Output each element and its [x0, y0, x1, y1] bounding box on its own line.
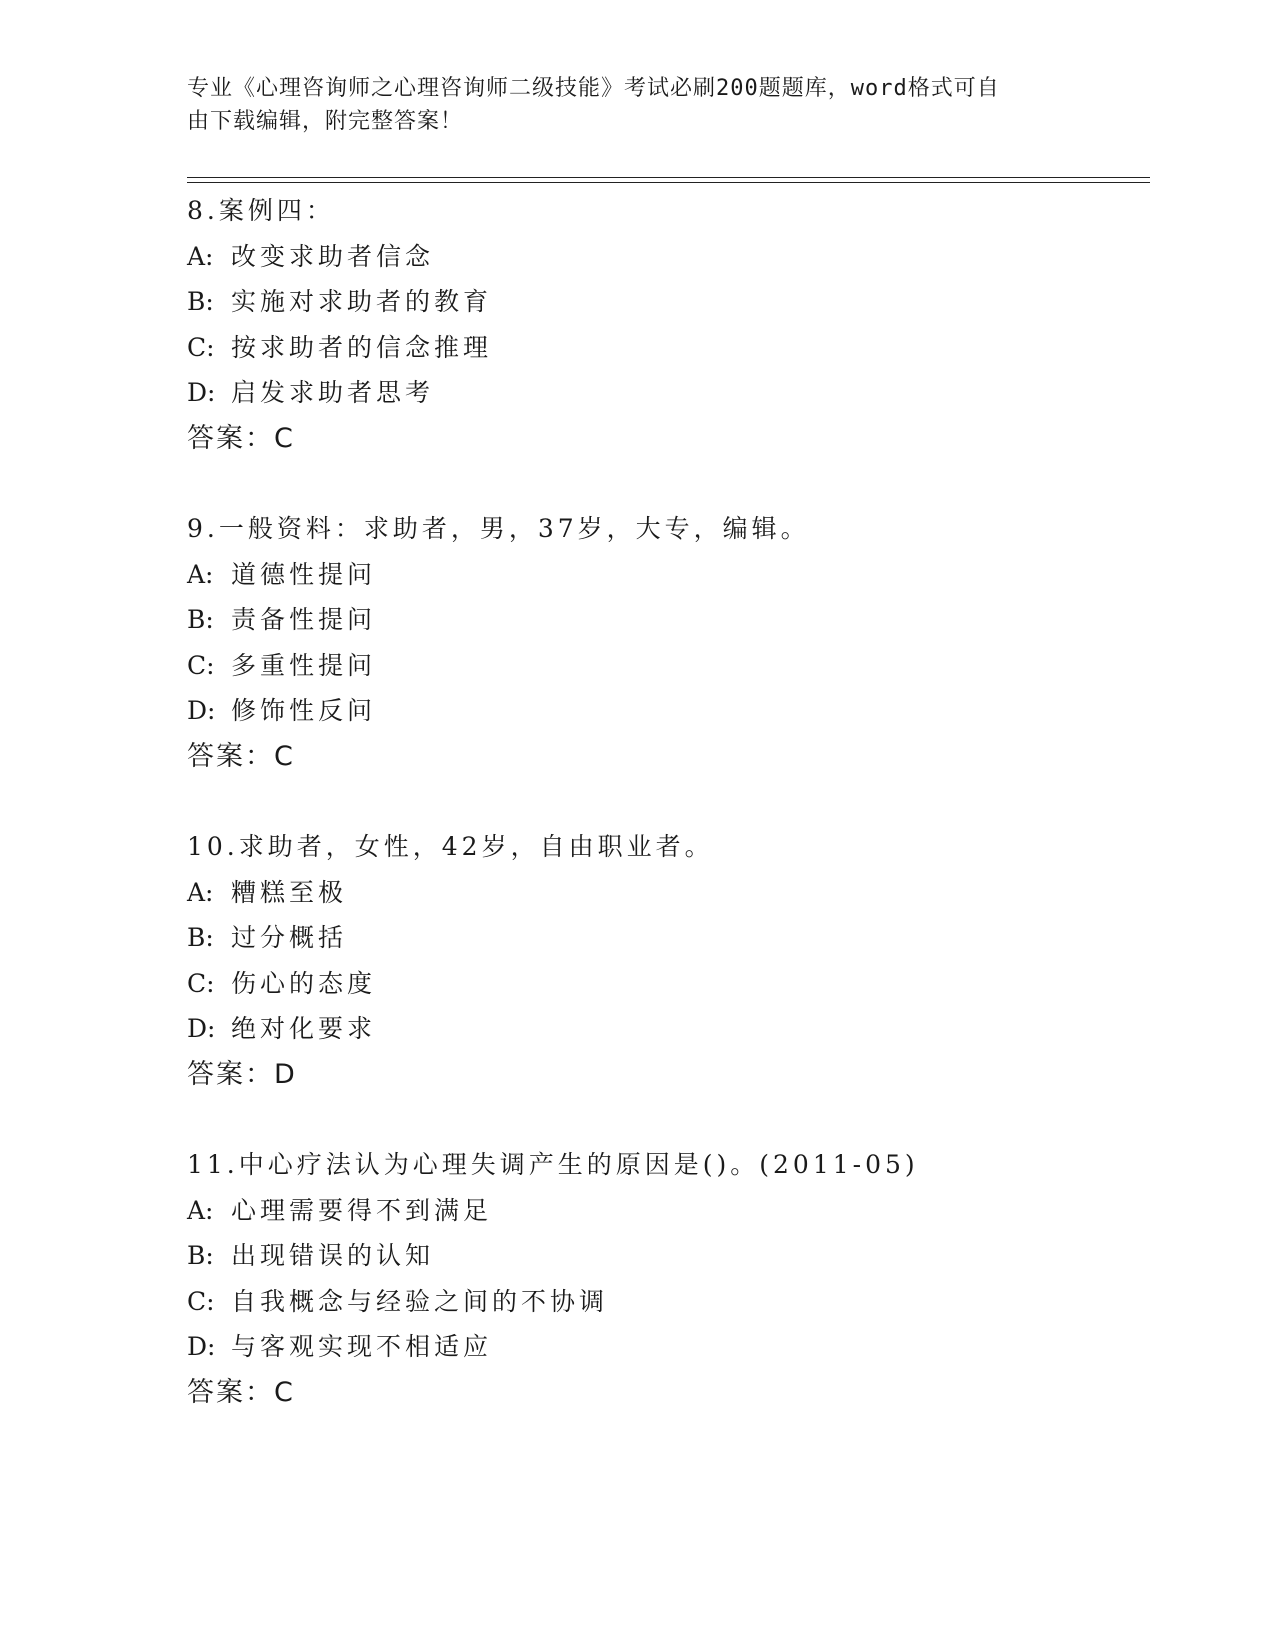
- header-line-2: 由下载编辑，附完整答案！: [187, 109, 464, 134]
- question-title: 8.案例四：: [187, 196, 335, 225]
- question-title: 11.中心疗法认为心理失调产生的原因是()。(2011-05): [187, 1150, 919, 1179]
- option-letter: B:: [187, 923, 214, 952]
- option-a: [187, 1188, 1147, 1234]
- answer-line: 答案：D: [187, 1058, 297, 1090]
- question-block: [187, 1142, 1147, 1415]
- option-b: [187, 915, 1147, 961]
- option-letter: A:: [187, 241, 214, 271]
- option-letter: A:: [187, 877, 214, 907]
- option-b: [187, 1233, 1147, 1279]
- option-letter: D:: [187, 1332, 216, 1361]
- option-c: [187, 961, 1147, 1007]
- question-block: [187, 506, 1147, 779]
- header-line-1: 专业《心理咨询师之心理咨询师二级技能》考试必刷200题题库，word格式可自: [187, 76, 1000, 101]
- option-c: [187, 325, 1147, 371]
- option-b: [187, 279, 1147, 325]
- option-text: 修饰性反问: [231, 696, 377, 725]
- option-text: 按求助者的信念推理: [231, 332, 493, 362]
- option-letter: A:: [187, 1195, 214, 1225]
- question-title: 10.求助者，女性，42岁，自由职业者。: [187, 832, 714, 861]
- option-d: [187, 370, 1147, 416]
- option-c: [187, 643, 1147, 689]
- option-text: 实施对求助者的教育: [231, 287, 493, 316]
- option-letter: B:: [187, 605, 214, 634]
- option-text: 责备性提问: [231, 605, 377, 634]
- option-d: [187, 1006, 1147, 1052]
- option-d: [187, 688, 1147, 734]
- option-text: 糟糕至极: [231, 877, 348, 907]
- option-text: 道德性提问: [231, 559, 377, 589]
- option-letter: D:: [187, 696, 216, 725]
- option-b: [187, 597, 1147, 643]
- option-text: 多重性提问: [231, 650, 377, 680]
- question-block: [187, 824, 1147, 1097]
- option-letter: C:: [187, 968, 215, 998]
- option-c: [187, 1279, 1147, 1325]
- option-letter: D:: [187, 378, 216, 407]
- option-text: 过分概括: [231, 923, 348, 952]
- option-text: 伤心的态度: [231, 968, 377, 998]
- option-d: [187, 1324, 1147, 1370]
- option-letter: C:: [187, 1286, 215, 1316]
- question-title: 9.一般资料：求助者，男，37岁，大专，编辑。: [187, 514, 810, 543]
- option-text: 自我概念与经验之间的不协调: [231, 1286, 609, 1316]
- option-letter: B:: [187, 287, 214, 316]
- option-text: 绝对化要求: [231, 1014, 377, 1043]
- header-divider-top: [187, 177, 1150, 178]
- answer-line: 答案：C: [187, 740, 295, 772]
- option-a: [187, 552, 1147, 598]
- question-block: [187, 188, 1147, 461]
- option-letter: D:: [187, 1014, 216, 1043]
- option-a: [187, 870, 1147, 916]
- answer-line: 答案：C: [187, 1376, 295, 1408]
- option-text: 与客观实现不相适应: [231, 1332, 493, 1361]
- option-a: [187, 234, 1147, 280]
- option-text: 心理需要得不到满足: [231, 1195, 493, 1225]
- option-text: 改变求助者信念: [231, 241, 435, 271]
- document-header: [187, 72, 1067, 138]
- answer-line: 答案：C: [187, 422, 295, 454]
- option-text: 出现错误的认知: [231, 1241, 435, 1270]
- option-letter: C:: [187, 332, 215, 362]
- header-divider-bottom: [187, 182, 1150, 183]
- option-text: 启发求助者思考: [231, 378, 435, 407]
- option-letter: C:: [187, 650, 215, 680]
- option-letter: A:: [187, 559, 214, 589]
- option-letter: B:: [187, 1241, 214, 1270]
